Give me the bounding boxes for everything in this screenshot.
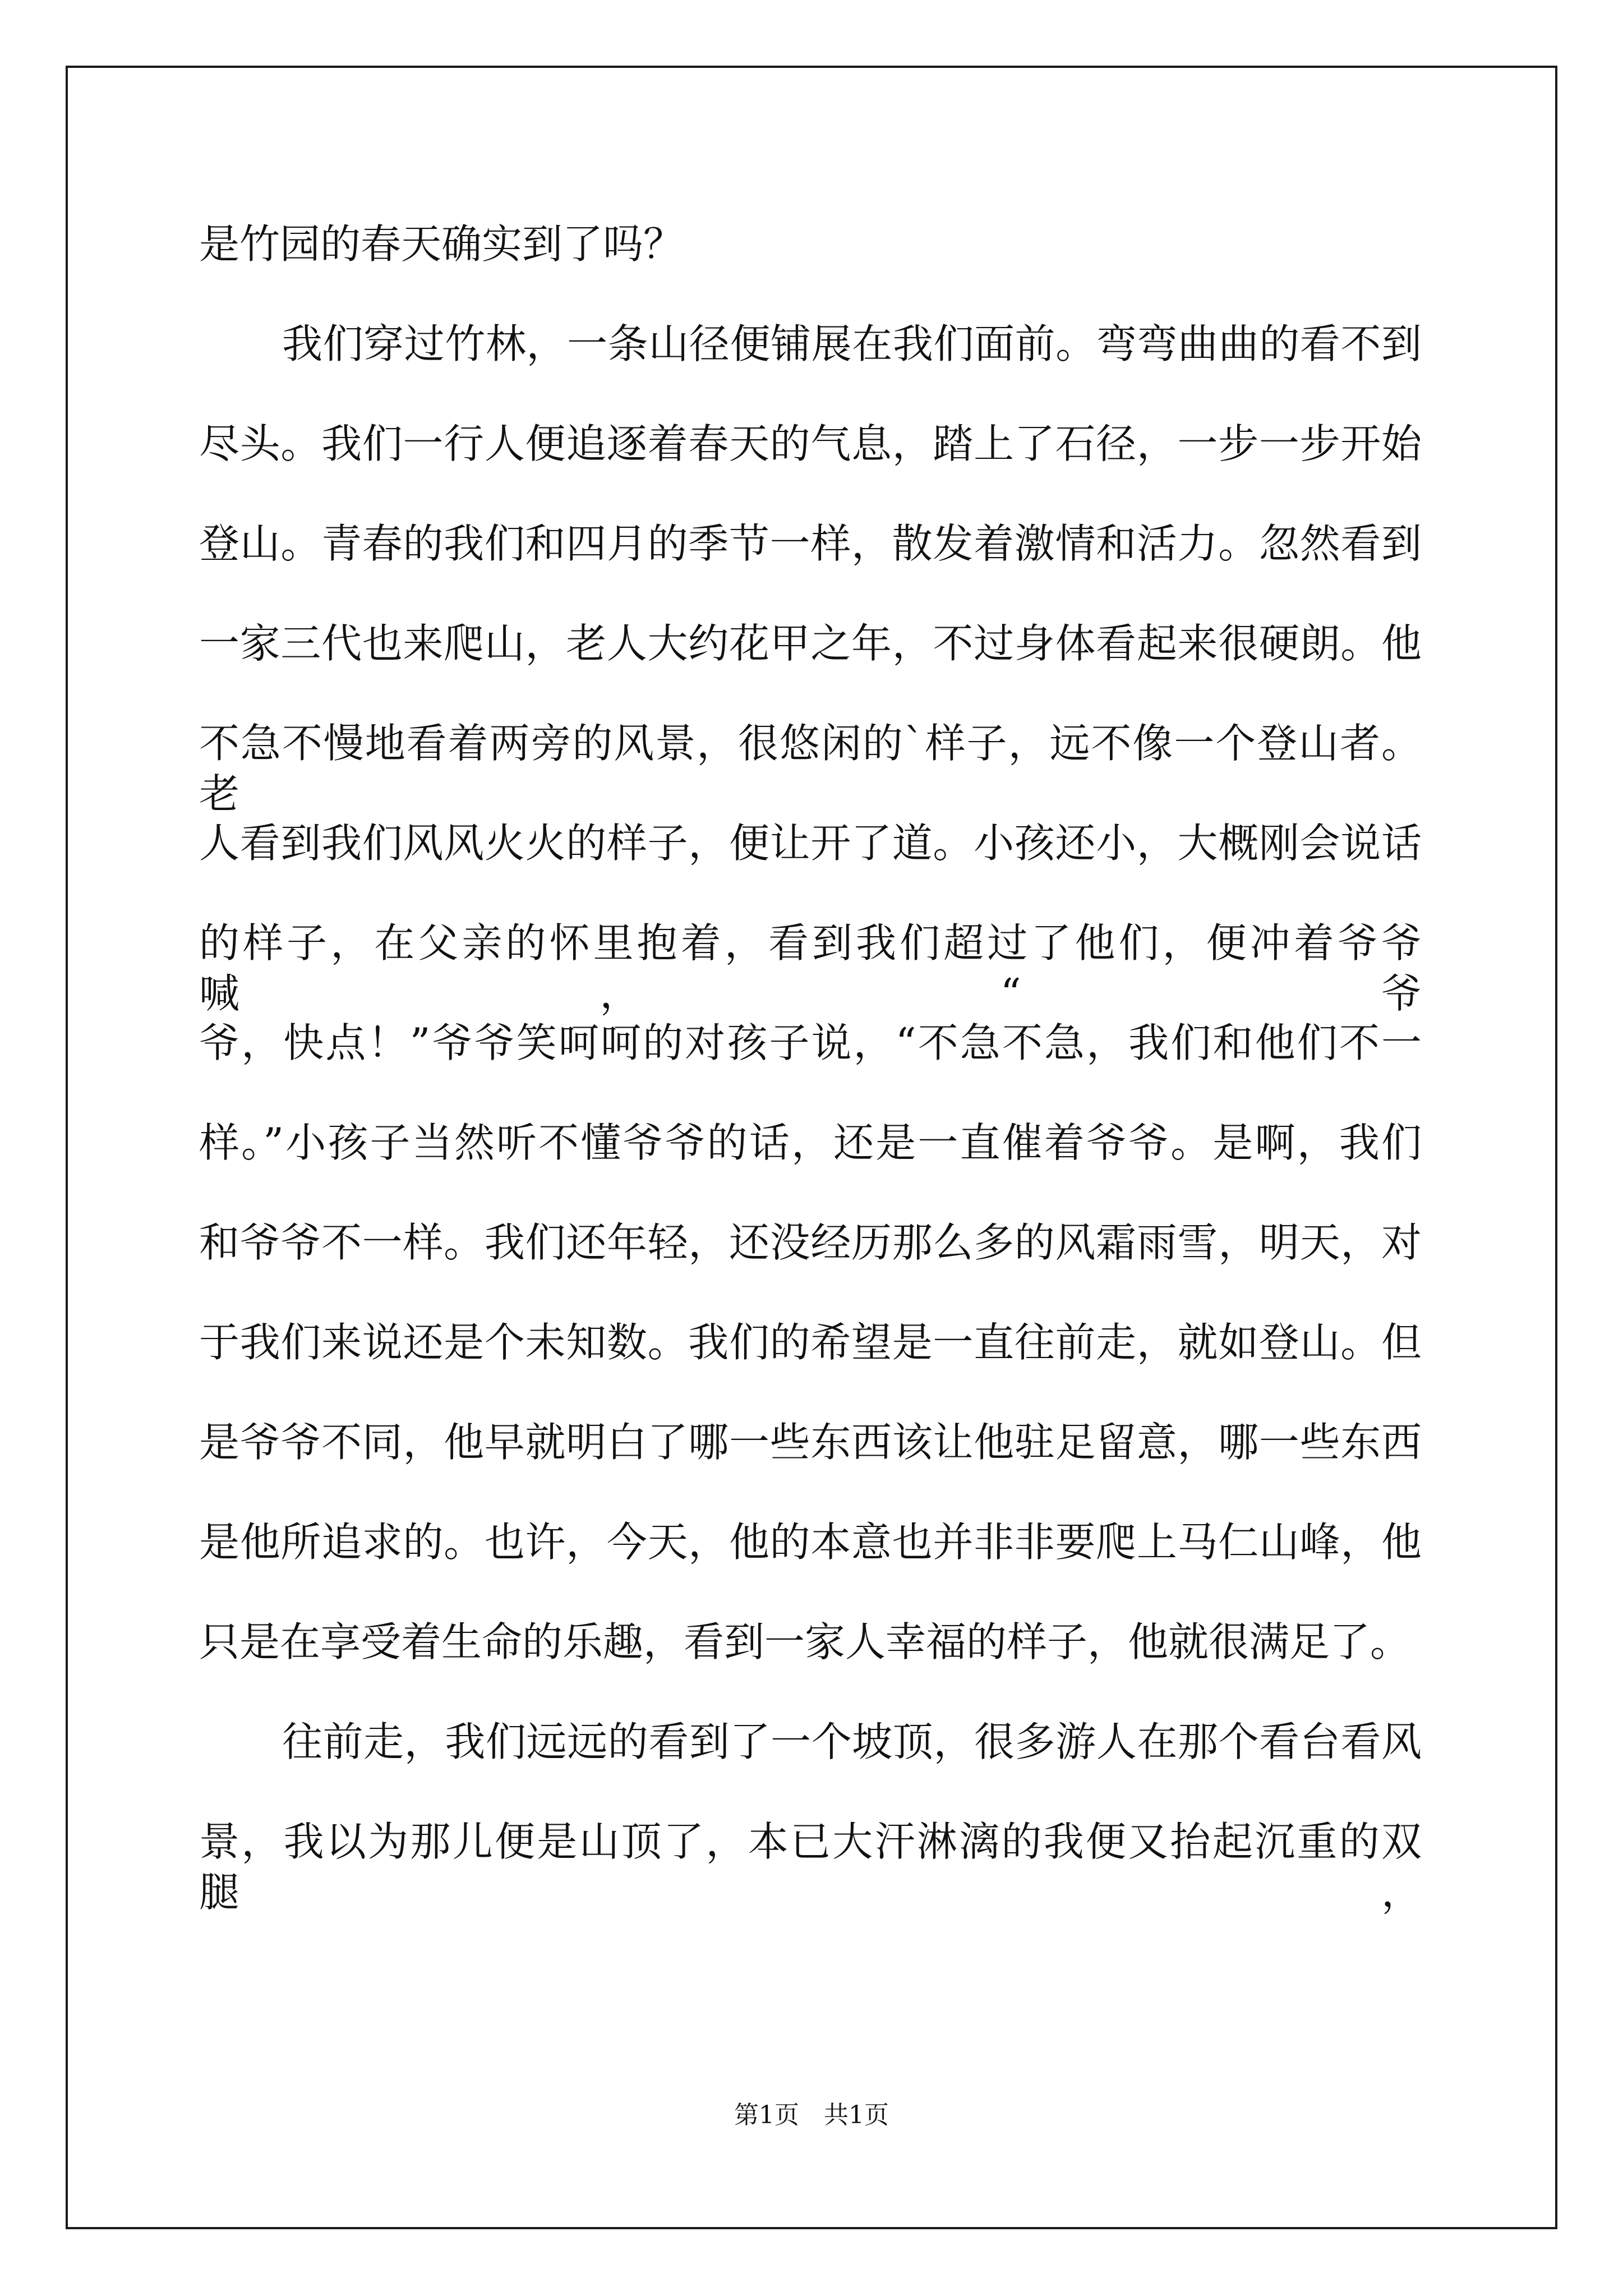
text-line: 景，我以为那儿便是山顶了，本已大汗淋漓的我便又抬起沉重的双腿，	[199, 1818, 1422, 1916]
paragraph-start-line: 往前走，我们远远的看到了一个坡顶，很多游人在那个看台看风	[282, 1718, 1422, 1765]
text-line: 不急不慢地看着两旁的风景，很悠闲的`样子，远不像一个登山者。老	[199, 720, 1422, 817]
text-line: 的样子，在父亲的怀里抱着，看到我们超过了他们，便冲着爷爷喊，“爷	[199, 919, 1422, 1017]
text-line: 只是在享受着生命的乐趣，看到一家人幸福的样子，他就很满足了。	[199, 1618, 1411, 1665]
text-line: 是爷爷不同，他早就明白了哪一些东西该让他驻足留意，哪一些东西	[199, 1419, 1422, 1466]
text-line: 和爷爷不一样。我们还年轻，还没经历那么多的风霜雨雪，明天，对	[199, 1219, 1422, 1266]
text-line: 是他所追求的。也许，今天，他的本意也并非非要爬上马仁山峰，他	[199, 1519, 1422, 1566]
text-line: 爷，快点！”爷爷笑呵呵的对孩子说，“不急不急，我们和他们不一	[199, 1019, 1422, 1066]
page-number-footer: 第1页 共1页	[734, 2101, 889, 2129]
text-line: 尽头。我们一行人便追逐着春天的气息，踏上了石径，一步一步开始	[199, 420, 1422, 467]
text-line: 登山。青春的我们和四月的季节一样，散发着激情和活力。忽然看到	[199, 520, 1422, 567]
paragraph-start-line: 我们穿过竹林，一条山径便铺展在我们面前。弯弯曲曲的看不到	[282, 320, 1422, 367]
text-line: 样。”小孩子当然听不懂爷爷的话，还是一直催着爷爷。是啊，我们	[199, 1119, 1422, 1166]
text-line: 一家三代也来爬山，老人大约花甲之年，不过身体看起来很硬朗。他	[199, 620, 1422, 667]
text-line: 人看到我们风风火火的样子，便让开了道。小孩还小，大概刚会说话	[199, 820, 1422, 867]
text-line: 是竹园的春天确实到了吗？	[199, 220, 684, 268]
text-line: 于我们来说还是个未知数。我们的希望是一直往前走，就如登山。但	[199, 1319, 1422, 1366]
